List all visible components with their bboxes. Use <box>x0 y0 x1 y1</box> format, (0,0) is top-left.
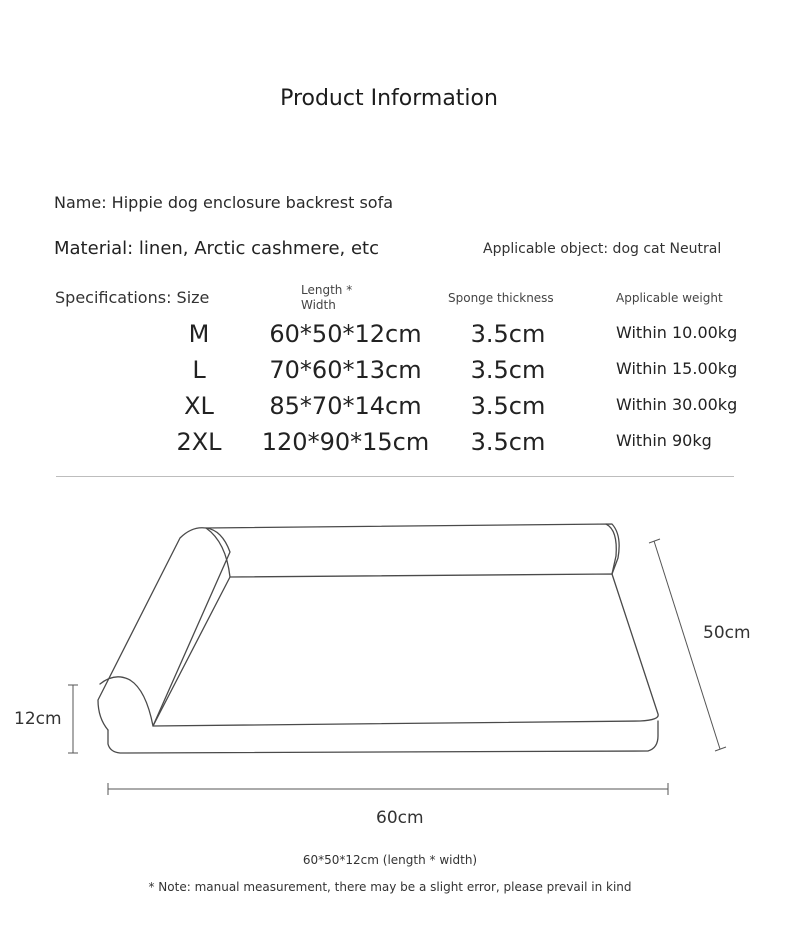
specifications-label: Specifications: Size <box>55 288 210 307</box>
product-material: Material: linen, Arctic cashmere, etc <box>54 238 380 259</box>
sofa-bed-outline <box>98 524 658 753</box>
page-title: Product Information <box>280 86 498 111</box>
header-applicable-weight: Applicable weight <box>616 291 723 305</box>
section-divider <box>56 476 734 477</box>
measurement-note: * Note: manual measurement, there may be a slight error, please prevail in kind <box>148 880 632 894</box>
dimensions-cell: 70*60*13cm <box>269 356 422 384</box>
sponge-cell: 3.5cm <box>470 320 546 348</box>
size-caption: 60*50*12cm (length * width) <box>302 853 478 867</box>
size-cell: 2XL <box>176 428 222 456</box>
width-label: 60cm <box>376 808 424 828</box>
dimensions-cell: 85*70*14cm <box>269 392 422 420</box>
dimensions-cell: 60*50*12cm <box>269 320 422 348</box>
weight-cell: Within 90kg <box>616 431 712 450</box>
sponge-cell: 3.5cm <box>470 428 546 456</box>
sponge-cell: 3.5cm <box>470 392 546 420</box>
sponge-cell: 3.5cm <box>470 356 546 384</box>
spec-row-xl <box>0 392 790 428</box>
height-dimension-line <box>68 685 78 753</box>
sofa-dimension-diagram <box>0 500 790 840</box>
spec-row-m <box>0 320 790 356</box>
depth-label: 50cm <box>703 623 751 643</box>
spec-row-2xl <box>0 428 790 464</box>
applicable-object: Applicable object: dog cat Neutral <box>483 241 722 257</box>
weight-cell: Within 30.00kg <box>616 395 738 414</box>
depth-dimension-line <box>649 539 726 751</box>
size-cell: XL <box>184 392 214 420</box>
size-cell: L <box>192 356 206 384</box>
size-cell: M <box>188 320 210 348</box>
spec-row-l <box>0 356 790 392</box>
header-sponge-thickness: Sponge thickness <box>448 291 554 305</box>
header-length-width: Length * Width <box>301 283 353 312</box>
weight-cell: Within 10.00kg <box>616 323 738 342</box>
dimensions-cell: 120*90*15cm <box>261 428 430 456</box>
product-name: Name: Hippie dog enclosure backrest sofa <box>54 193 394 212</box>
weight-cell: Within 15.00kg <box>616 359 738 378</box>
width-dimension-line <box>108 783 668 795</box>
height-label: 12cm <box>14 709 62 729</box>
